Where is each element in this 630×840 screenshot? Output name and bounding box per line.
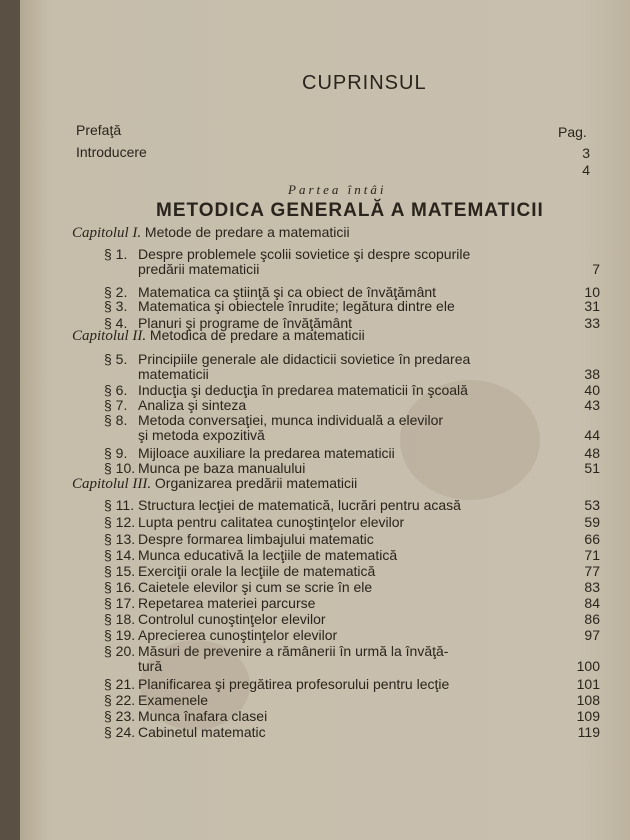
section-number: § 18. <box>104 611 136 627</box>
toc-title: CUPRINSUL <box>302 72 427 94</box>
section-number: § 16. <box>104 579 136 595</box>
section-title: Aprecierea cunoştinţelor elevilor <box>138 627 338 643</box>
page-number: 31 <box>584 298 600 314</box>
section-title: şi metoda expozitivă <box>138 427 265 443</box>
page-number: 7 <box>592 261 600 277</box>
section-number: § 5. <box>104 351 128 367</box>
section-title: Munca înafara clasei <box>138 708 268 724</box>
section-number: § 7. <box>104 397 128 413</box>
section-title: Munca pe baza manualului <box>138 460 306 476</box>
section-number: § 19. <box>104 627 136 643</box>
section-number: § 14. <box>104 547 136 563</box>
section-title: Principiile generale ale didacticii sovietice în predarea <box>138 351 471 367</box>
section-title: matematicii <box>138 366 209 382</box>
section-number: § 2. <box>104 284 128 300</box>
book-page <box>20 0 630 840</box>
page-number: 83 <box>584 579 600 595</box>
section-number: § 11. <box>104 497 135 513</box>
page-number: 119 <box>577 724 600 740</box>
section-title: Caietele elevilor şi cum se scrie în ele <box>138 579 373 595</box>
page-number: 71 <box>584 547 600 563</box>
section-title: Despre problemele şcolii sovietice şi despre scopurile <box>138 246 471 262</box>
section-title: Exerciţii orale la lecţiile de matematică <box>138 563 376 579</box>
page-column-label: Pag. <box>558 124 587 140</box>
section-number: § 6. <box>104 382 128 398</box>
section-title: Matematica şi obiectele înrudite; legătura dintre ele <box>138 298 455 314</box>
chapter-heading <box>72 475 357 493</box>
section-title: Inducţia şi deducţia în predarea matematicii în şcoală <box>138 382 468 398</box>
paper-stain <box>400 380 540 500</box>
section-title: Munca educativă la lecţiile de matematică <box>138 547 398 563</box>
section-title: Analiza şi sinteza <box>138 397 247 413</box>
page-number: 77 <box>584 563 600 579</box>
section-title: Despre formarea limbajului matematic <box>138 531 374 547</box>
chapter-label: Capitolul III. <box>72 476 155 492</box>
part-title: METODICA GENERALĂ A MATEMATICII <box>156 200 544 221</box>
chapter-label: Capitolul II. <box>72 328 150 344</box>
page-number: 43 <box>584 397 600 413</box>
chapter-heading <box>72 224 350 242</box>
section-number: § 12. <box>104 514 136 530</box>
page-number: 3 <box>582 145 590 161</box>
section-title: Lupta pentru calitatea cunoştinţelor elevilor <box>138 514 405 530</box>
section-title: Planuri şi programe de învăţământ <box>138 315 352 331</box>
front-matter-label: Prefaţă <box>76 122 122 138</box>
section-number: § 1. <box>104 246 128 262</box>
page-number: 84 <box>584 595 600 611</box>
page-number: 100 <box>576 658 600 674</box>
section-number: § 13. <box>104 531 136 547</box>
page-number: 51 <box>584 460 600 476</box>
section-number: § 9. <box>104 445 128 461</box>
section-number: § 3. <box>104 298 128 314</box>
section-title: Examenele <box>138 692 209 708</box>
page-number: 108 <box>576 692 600 708</box>
chapter-label: Capitolul I. <box>72 225 145 241</box>
page-number: 33 <box>584 315 600 331</box>
front-matter-label: Introducere <box>76 144 147 160</box>
page-number: 109 <box>576 708 600 724</box>
page-number: 66 <box>584 531 600 547</box>
section-number: § 15. <box>104 563 136 579</box>
page-number: 10 <box>584 284 600 300</box>
section-title: Metoda conversaţiei, munca individuală a elevilor <box>138 412 444 428</box>
page-number: 4 <box>582 162 590 178</box>
section-title: Structura lecţiei de matematică, lucrări pentru acasă <box>138 497 461 513</box>
section-title: tură <box>138 658 163 674</box>
page-number: 40 <box>584 382 600 398</box>
section-title: predării matematicii <box>138 261 260 277</box>
section-number: § 17. <box>104 595 136 611</box>
chapter-title: Metodica de predare a matematicii <box>149 327 365 343</box>
page-number: 53 <box>584 497 600 513</box>
section-title: Planificarea şi pregătirea profesorului pentru lecţie <box>138 676 450 692</box>
page-number: 44 <box>584 427 600 443</box>
part-label: Partea întâi <box>288 182 387 197</box>
section-number: § 24. <box>104 724 136 740</box>
section-number: § 10. <box>104 460 136 476</box>
page-number: 38 <box>584 366 600 382</box>
page-number: 86 <box>584 611 600 627</box>
section-title: Cabinetul matematic <box>138 724 266 740</box>
section-number: § 4. <box>104 315 128 331</box>
page-number: 48 <box>584 445 600 461</box>
section-title: Măsuri de prevenire a rămânerii în urmă la învăţă- <box>138 643 449 659</box>
chapter-title: Organizarea predării matematicii <box>154 475 358 491</box>
section-number: § 22. <box>104 692 136 708</box>
chapter-title: Metode de predare a matematicii <box>144 224 350 240</box>
section-title: Matematica ca ştiinţă şi ca obiect de învăţământ <box>138 284 437 300</box>
section-title: Mijloace auxiliare la predarea matematicii <box>138 445 395 461</box>
section-number: § 23. <box>104 708 136 724</box>
section-number: § 8. <box>104 412 128 428</box>
page-number: 59 <box>584 514 600 530</box>
page-number: 101 <box>576 676 600 692</box>
section-number: § 20. <box>104 643 136 659</box>
page-number: 97 <box>584 627 600 643</box>
section-title: Repetarea materiei parcurse <box>138 595 316 611</box>
section-title: Controlul cunoştinţelor elevilor <box>138 611 326 627</box>
section-number: § 21. <box>104 676 136 692</box>
chapter-heading <box>72 327 365 345</box>
